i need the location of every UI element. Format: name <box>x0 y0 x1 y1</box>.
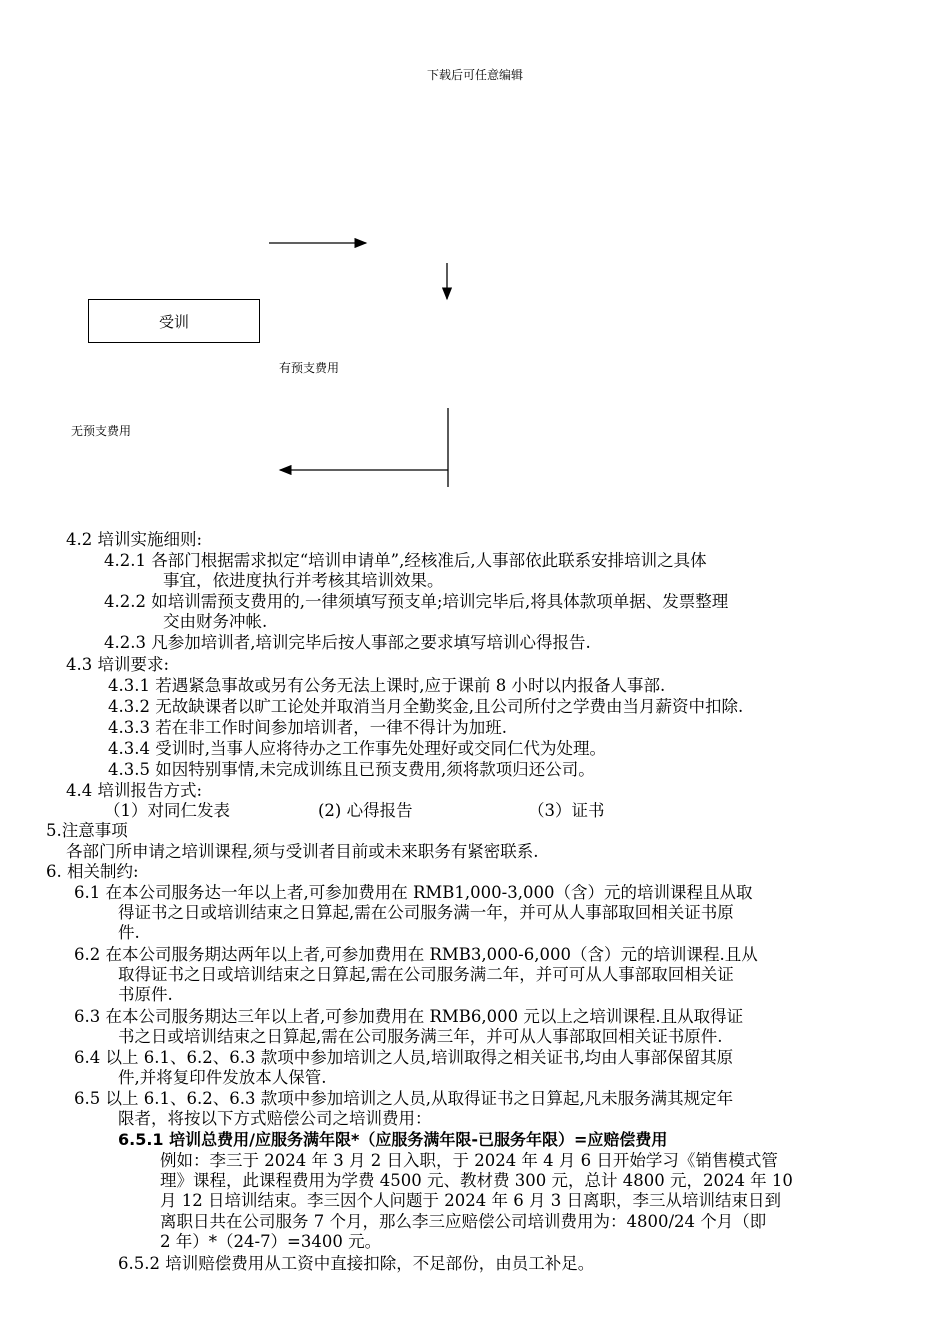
item-6-5: 6.5 以上 6.1、6.2、6.3 款项中参加培训之人员,从取得证书之日算起,凡未服务满其规定年 <box>74 1089 734 1108</box>
item-6-1: 6.1 在本公司服务达一年以上者,可参加费用在 RMB1,000-3,000（含）元的培训课程且从取 <box>74 883 753 902</box>
section-5-heading: 5.注意事项 <box>46 821 128 840</box>
item-4-2-1-cont: 事宜，依进度执行并考核其培训效果。 <box>163 571 444 590</box>
label-without-advance: 无预支费用 <box>71 424 132 438</box>
section-4-3-heading: 4.3 培训要求: <box>66 655 170 674</box>
item-4-3-2: 4.3.2 无故缺课者以旷工论处并取消当月全勤奖金,且公司所付之学费由当月薪资中扣除. <box>108 697 744 716</box>
label-with-advance: 有预支费用 <box>279 361 340 375</box>
item-4-3-5: 4.3.5 如因特别事情,未完成训练且已预支费用,须将款项归还公司。 <box>108 760 595 779</box>
section-4-2-heading: 4.2 培训实施细则: <box>66 530 203 549</box>
item-4-3-4: 4.3.4 受训时,当事人应将待办之工作事先处理好或交同仁代为处理。 <box>108 739 606 758</box>
item-6-1-cont2: 件. <box>118 923 140 942</box>
item-6-3: 6.3 在本公司服务期达三年以上者,可参加费用在 RMB6,000 元以上之培训课程.且从取得证 <box>74 1007 744 1026</box>
item-4-2-2: 4.2.2 如培训需预支费用的,一律须填写预支单;培训完毕后,将具体款项单据、发票整理 <box>104 592 729 611</box>
report-option-2: (2) 心得报告 <box>318 801 413 820</box>
item-4-2-3: 4.2.3 凡参加培训者,培训完毕后按人事部之要求填写培训心得报告. <box>104 633 591 652</box>
item-6-5-cont: 限者，将按以下方式赔偿公司之培训费用： <box>118 1109 432 1128</box>
report-option-1: （1）对同仁发表 <box>104 801 230 820</box>
example-line-2: 理》课程，此课程费用为学费 4500 元、教材费 300 元，总计 4800 元，2024 年 10 <box>160 1171 793 1190</box>
item-6-5-1-formula: 6.5.1 培训总费用/应服务满年限*（应服务满年限-已服务年限）=应赔偿费用 <box>118 1130 668 1149</box>
header-note: 下载后可任意编辑 <box>426 68 523 82</box>
item-6-2: 6.2 在本公司服务期达两年以上者,可参加费用在 RMB3,000-6,000（含）元的培训课程.且从 <box>74 945 758 964</box>
flowchart-connectors <box>0 0 950 520</box>
item-6-4: 6.4 以上 6.1、6.2、6.3 款项中参加培训之人员,培训取得之相关证书,均由人事部保留其原 <box>74 1048 734 1067</box>
item-6-2-cont2: 书原件. <box>118 985 173 1004</box>
item-4-3-3: 4.3.3 若在非工作时间参加培训者，一律不得计为加班. <box>108 718 507 737</box>
flow-box-trainee <box>88 299 260 343</box>
flow-box-label: 受训 <box>158 312 189 331</box>
item-6-1-cont: 得证书之日或培训结束之日算起,需在公司服务满一年，并可从人事部取回相关证书原 <box>118 903 734 922</box>
item-4-3-1: 4.3.1 若遇紧急事故或另有公务无法上课时,应于课前 8 小时以内报备人事部. <box>108 676 666 695</box>
example-line-5: 2 年）*（24-7）=3400 元。 <box>160 1232 382 1251</box>
item-6-4-cont: 件,并将复印件发放本人保管. <box>118 1068 327 1087</box>
example-line-4: 离职日共在公司服务 7 个月，那么李三应赔偿公司培训费用为：4800/24 个月（即 <box>160 1212 767 1231</box>
item-4-2-1: 4.2.1 各部门根据需求拟定“培训申请单”,经核准后,人事部依此联系安排培训之具体 <box>104 551 707 570</box>
section-6-heading: 6. 相关制约: <box>46 862 139 881</box>
item-6-3-cont: 书之日或培训结束之日算起,需在公司服务满三年，并可从人事部取回相关证书原件. <box>118 1027 723 1046</box>
item-6-5-2: 6.5.2 培训赔偿费用从工资中直接扣除，不足部份，由员工补足。 <box>118 1254 595 1273</box>
item-4-2-2-cont: 交由财务冲帐. <box>163 612 268 631</box>
item-6-2-cont: 取得证书之日或培训结束之日算起,需在公司服务满二年，并可可从人事部取回相关证 <box>118 965 734 984</box>
section-5-text: 各部门所申请之培训课程,须与受训者目前或未来职务有紧密联系. <box>66 842 539 861</box>
section-4-4-heading: 4.4 培训报告方式: <box>66 781 203 800</box>
report-option-3: （3）证书 <box>528 801 605 820</box>
example-line-1: 例如：李三于 2024 年 3 月 2 日入职，于 2024 年 4 月 6 日开始学习《销售模式管 <box>160 1151 778 1170</box>
example-line-3: 月 12 日培训结束。李三因个人问题于 2024 年 6 月 3 日离职，李三从培训结束日到 <box>160 1191 781 1210</box>
